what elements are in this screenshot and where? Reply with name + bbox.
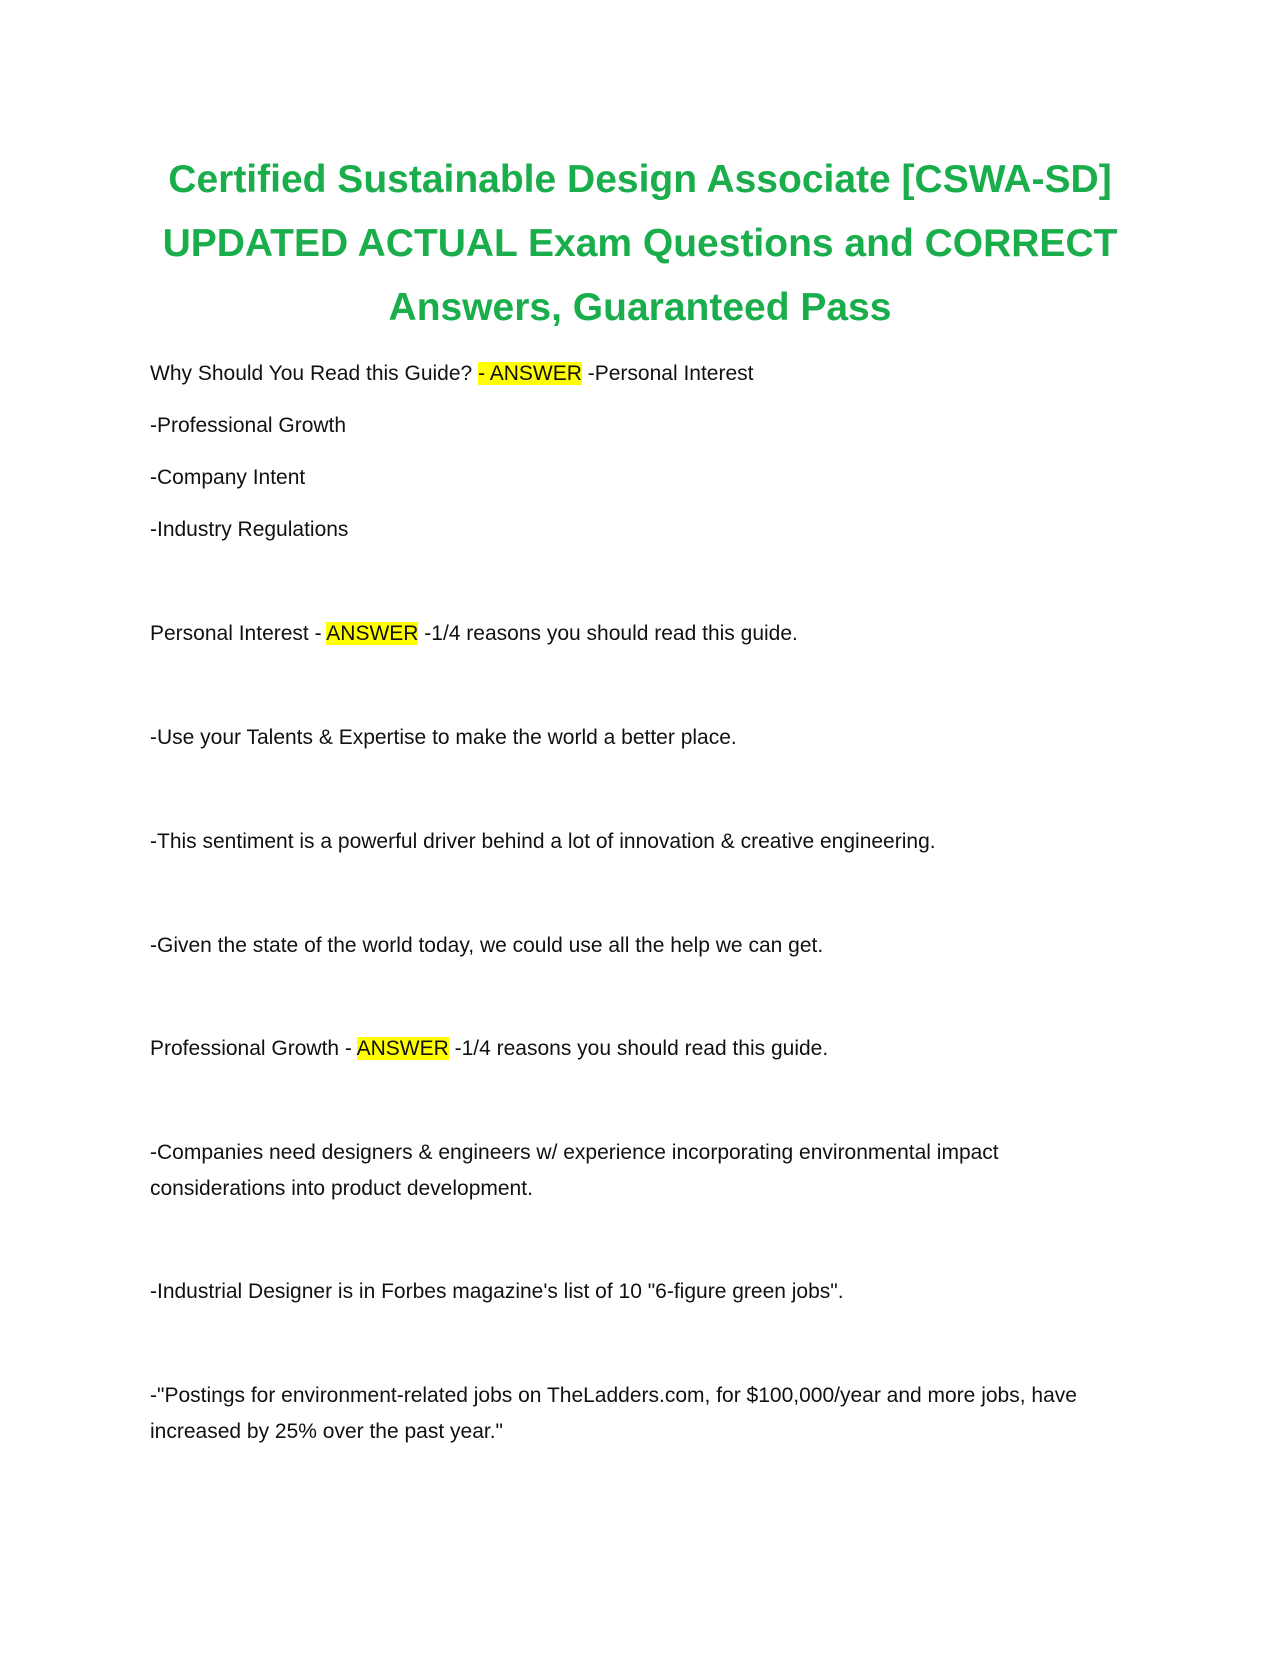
list-item: -This sentiment is a powerful driver behind a lot of innovation & creative engineering.	[150, 830, 936, 853]
list-item: -Professional Growth	[150, 414, 347, 437]
answer-marker: ANSWER	[326, 622, 419, 645]
question-text: Personal Interest -	[150, 622, 327, 645]
question-text: Why Should You Read this Guide?	[150, 362, 479, 385]
title-line: Answers, Guaranteed Pass	[388, 286, 892, 329]
list-item: -"Postings for environment-related jobs on TheLadders.com, for $100,000/year and more jobs, have increased by 25% over the past year."	[150, 1384, 1077, 1443]
title-line: UPDATED ACTUAL Exam Questions and CORRECT	[162, 222, 1118, 265]
list-item: -Industrial Designer is in Forbes magazine's list of 10 "6-figure green jobs".	[150, 1280, 844, 1303]
qa-question	[150, 356, 1130, 392]
question-text: Professional Growth -	[150, 1037, 357, 1060]
qa-question	[150, 1031, 1130, 1067]
list-item: -Companies need designers & engineers w/ experience incorporating environmental impact considerations into product development.	[150, 1141, 999, 1200]
list-item: -Use your Talents & Expertise to make the world a better place.	[150, 726, 737, 749]
list-item: -Company Intent	[150, 466, 306, 489]
answer-marker: - ANSWER	[478, 362, 582, 385]
document-title	[120, 148, 1160, 340]
list-item: -Industry Regulations	[150, 518, 349, 541]
answer-marker: ANSWER	[356, 1037, 449, 1060]
qa-question	[150, 616, 1130, 652]
answer-text: -Personal Interest	[581, 362, 754, 385]
title-line: Certified Sustainable Design Associate [CSWA-SD]	[168, 158, 1112, 201]
answer-text: -1/4 reasons you should read this guide.	[418, 622, 798, 645]
answer-text: -1/4 reasons you should read this guide.	[448, 1037, 829, 1060]
list-item: -Given the state of the world today, we could use all the help we can get.	[150, 934, 824, 957]
